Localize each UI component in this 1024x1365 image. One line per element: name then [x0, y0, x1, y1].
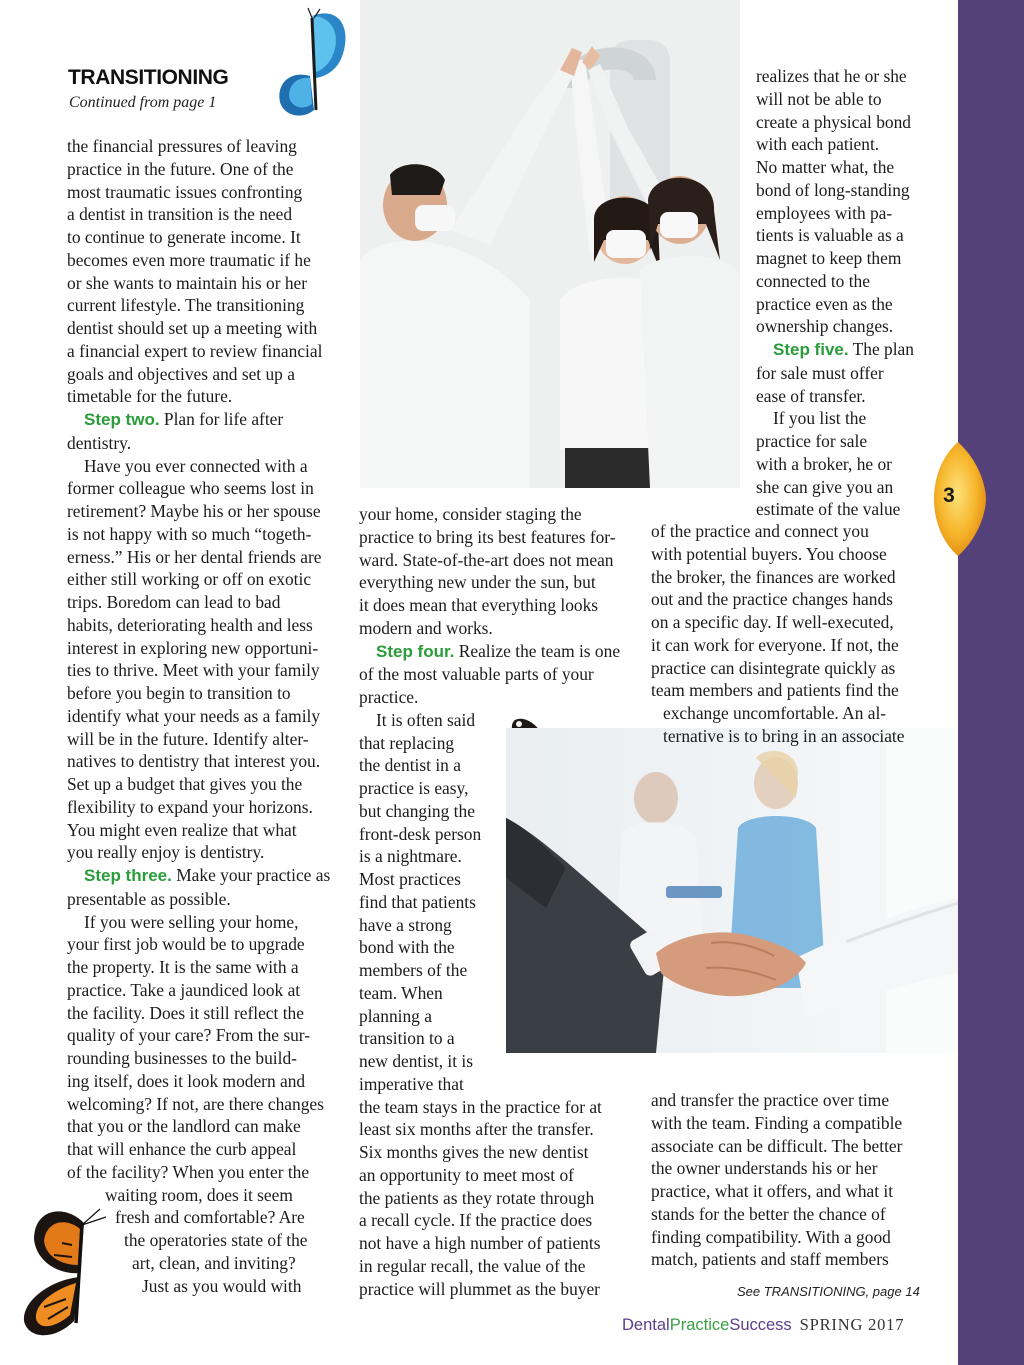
- dental-team-high-five-photo: [360, 0, 740, 488]
- line-text: the financial pressures of leaving: [67, 136, 297, 156]
- text-line: [651, 657, 904, 680]
- text-line: [359, 868, 620, 891]
- text-line: [756, 156, 914, 179]
- line-text: If you were selling your home,: [84, 911, 299, 932]
- line-text: practice.: [359, 687, 419, 707]
- text-line: [756, 179, 914, 202]
- text-line: [359, 1050, 620, 1073]
- continued-note: Continued from page 1: [69, 94, 217, 111]
- text-line: [67, 294, 330, 317]
- line-text: a dentist in transition is the need: [67, 204, 293, 225]
- text-line: [756, 385, 914, 408]
- line-text: or she wants to maintain his or her: [67, 272, 308, 293]
- text-line: [67, 773, 330, 796]
- line-text: she can give you an: [756, 476, 894, 497]
- line-text: Most practices: [359, 869, 461, 889]
- line-text: interest in exploring new opportuni-: [67, 637, 319, 658]
- line-text: Make your practice as: [171, 865, 331, 885]
- line-text: the property. It is the same with a: [67, 957, 299, 977]
- article-column-2: [359, 503, 620, 1300]
- text-line: [67, 385, 330, 408]
- line-text: bond with the: [359, 937, 455, 958]
- line-text: the operatories state of the: [124, 1230, 308, 1250]
- line-text: modern and works.: [359, 617, 493, 638]
- line-text: will not be able to: [756, 88, 882, 109]
- line-text: practice in the future. One of the: [67, 158, 294, 179]
- line-text: Six months gives the new dentist: [359, 1142, 589, 1162]
- text-line: [359, 1255, 620, 1278]
- line-text: Have you ever connected with a: [84, 455, 308, 476]
- line-text: You might even realize that what: [67, 819, 297, 840]
- article-column-3-middle: [651, 520, 904, 748]
- text-line: [756, 111, 914, 134]
- line-text: fresh and comfortable? Are: [115, 1207, 305, 1228]
- line-text: your home, consider staging the: [359, 504, 582, 524]
- line-text: everything new under the sun, but: [359, 572, 596, 593]
- line-text: exchange uncomfortable. An al-: [663, 703, 887, 723]
- text-line: [67, 226, 330, 249]
- text-line: [67, 523, 330, 546]
- line-text: most traumatic issues confronting: [67, 181, 303, 202]
- text-line: [756, 88, 914, 111]
- text-line: [67, 1002, 330, 1025]
- text-line: [67, 979, 330, 1002]
- text-line: [67, 272, 330, 295]
- line-text: Realize the team is one: [454, 640, 621, 661]
- text-line: [67, 1093, 330, 1116]
- text-line: [651, 588, 904, 611]
- text-line: [67, 933, 330, 956]
- text-line: [67, 1229, 330, 1252]
- text-line: [67, 317, 330, 340]
- text-line: [359, 1005, 620, 1028]
- line-text: either still working or off on exotic: [67, 569, 312, 590]
- text-line: [756, 293, 914, 316]
- text-line: [67, 158, 330, 181]
- line-text: tients is valuable as a: [756, 225, 904, 246]
- line-text: timetable for the future.: [67, 386, 233, 407]
- line-text: find that patients: [359, 891, 476, 912]
- text-line: [67, 1206, 330, 1229]
- article-column-1: [67, 135, 330, 1297]
- line-text: but changing the: [359, 800, 475, 821]
- text-line: [756, 498, 914, 521]
- line-text: with potential buyers. You choose: [651, 543, 887, 564]
- text-line: [359, 891, 620, 914]
- line-text: dentist should set up a meeting with: [67, 318, 318, 338]
- text-line: [359, 526, 620, 549]
- text-line: [67, 841, 330, 864]
- text-line: [651, 566, 904, 589]
- text-line: [359, 1164, 620, 1187]
- text-line: [651, 1203, 902, 1226]
- line-text: imperative that: [359, 1073, 464, 1094]
- step-heading: Step five.: [773, 340, 849, 359]
- line-text: not have a high number of patients: [359, 1233, 601, 1253]
- line-text: connected to the: [756, 270, 870, 291]
- line-text: the broker, the finances are worked: [651, 566, 896, 587]
- line-text: realizes that he or she: [756, 66, 907, 86]
- text-line: [359, 709, 620, 732]
- line-text: match, patients and staff members: [651, 1249, 889, 1270]
- line-text: The plan: [848, 339, 914, 359]
- line-text: least six months after the transfer.: [359, 1119, 594, 1140]
- text-line: [67, 796, 330, 819]
- line-text: before you begin to transition to: [67, 683, 291, 703]
- text-line: [359, 823, 620, 846]
- blue-butterfly-icon: [268, 6, 350, 124]
- text-line: [359, 1027, 620, 1050]
- line-text: stands for the better the chance of: [651, 1203, 886, 1224]
- step-heading: Step three.: [84, 866, 172, 885]
- line-text: waiting room, does it seem: [105, 1184, 293, 1205]
- article-column-3-top: [756, 65, 914, 521]
- line-text: the dentist in a: [359, 755, 461, 776]
- line-text: flexibility to expand your horizons.: [67, 796, 313, 817]
- line-text: is not happy with so much “togeth-: [67, 523, 312, 544]
- line-text: for sale must offer: [756, 362, 884, 383]
- article-heading: TRANSITIONING: [68, 66, 229, 89]
- line-text: is a nightmare.: [359, 846, 462, 867]
- text-line: [756, 315, 914, 338]
- line-text: It is often said: [376, 709, 476, 730]
- text-line: [651, 1157, 902, 1180]
- line-text: practice will plummet as the buyer: [359, 1278, 600, 1299]
- line-text: the team stays in the practice for at: [359, 1096, 602, 1117]
- text-line: [756, 133, 914, 156]
- line-text: front-desk person: [359, 823, 482, 844]
- text-line: [359, 1278, 620, 1301]
- text-line: [756, 338, 914, 362]
- text-line: [67, 249, 330, 272]
- text-line: [756, 202, 914, 225]
- line-text: ing itself, does it look modern and: [67, 1070, 306, 1091]
- line-text: that replacing: [359, 732, 455, 753]
- text-line: [359, 982, 620, 1005]
- line-text: bond of long-standing: [756, 179, 910, 200]
- line-text: the facility. Does it still reflect the: [67, 1002, 304, 1023]
- line-text: magnet to keep them: [756, 248, 902, 268]
- text-line: [651, 679, 904, 702]
- text-line: [651, 1135, 902, 1158]
- line-text: finding compatibility. With a good: [651, 1226, 891, 1247]
- line-text: ties to thrive. Meet with your family: [67, 660, 320, 681]
- text-line: [756, 362, 914, 385]
- text-line: [651, 543, 904, 566]
- text-line: [67, 864, 330, 888]
- text-line: [67, 432, 330, 455]
- line-text: a financial expert to review financial: [67, 340, 323, 361]
- line-text: in regular recall, the value of the: [359, 1255, 586, 1276]
- text-line: [651, 1180, 902, 1203]
- text-line: [359, 1073, 620, 1096]
- text-line: [756, 430, 914, 453]
- text-line: [67, 568, 330, 591]
- text-line: [651, 1112, 902, 1135]
- line-text: habits, deteriorating health and less: [67, 614, 313, 635]
- line-text: have a strong: [359, 914, 452, 935]
- text-line: [359, 754, 620, 777]
- line-text: former colleague who seems lost in: [67, 478, 314, 499]
- line-text: trips. Boredom can lead to bad: [67, 592, 281, 612]
- line-text: quality of your care? From the sur-: [67, 1025, 311, 1046]
- text-line: [67, 1047, 330, 1070]
- line-text: the patients as they rotate through: [359, 1187, 595, 1208]
- text-line: [67, 546, 330, 569]
- text-line: [359, 1187, 620, 1210]
- text-line: [67, 956, 330, 979]
- text-line: [359, 732, 620, 755]
- line-text: to continue to generate income. It: [67, 227, 301, 247]
- text-line: [359, 549, 620, 572]
- text-line: [359, 1096, 620, 1119]
- line-text: will be in the future. Identify alter-: [67, 728, 309, 749]
- line-text: current lifestyle. The transitioning: [67, 295, 305, 316]
- text-line: [651, 634, 904, 657]
- line-text: a recall cycle. If the practice does: [359, 1210, 593, 1231]
- text-line: [359, 936, 620, 959]
- line-text: becomes even more traumatic if he: [67, 249, 311, 270]
- issue-season: SPRING 2017: [799, 1315, 905, 1334]
- line-text: practice for sale: [756, 431, 868, 451]
- text-line: [359, 800, 620, 823]
- line-text: identify what your needs as a family: [67, 705, 321, 726]
- text-line: [359, 1118, 620, 1141]
- line-text: ease of transfer.: [756, 385, 866, 406]
- text-line: [359, 686, 620, 709]
- line-text: goals and objectives and set up a: [67, 363, 295, 384]
- line-text: with a broker, he or: [756, 453, 892, 474]
- line-text: Plan for life after: [159, 409, 284, 429]
- line-text: practice. Take a jaundiced look at: [67, 979, 301, 1000]
- text-line: [359, 1141, 620, 1164]
- line-text: it does mean that everything looks: [359, 595, 599, 615]
- line-text: welcoming? If not, are there changes: [67, 1093, 324, 1114]
- line-text: estimate of the value: [756, 499, 901, 520]
- line-text: of the facility? When you enter the: [67, 1161, 310, 1182]
- line-text: practice can disintegrate quickly as: [651, 657, 896, 678]
- line-text: erness.” His or her dental friends are: [67, 546, 322, 567]
- line-text: natives to dentistry that interest you.: [67, 751, 321, 772]
- line-text: it can work for everyone. If not, the: [651, 634, 899, 655]
- line-text: Set up a budget that gives you the: [67, 774, 303, 794]
- line-text: out and the practice changes hands: [651, 589, 893, 610]
- text-line: [651, 725, 904, 748]
- line-text: new dentist, it is: [359, 1051, 473, 1071]
- line-text: practice is easy,: [359, 778, 469, 798]
- text-line: [359, 1209, 620, 1232]
- text-line: [67, 1252, 330, 1275]
- line-text: and transfer the practice over time: [651, 1090, 890, 1110]
- line-text: on a specific day. If well-executed,: [651, 612, 894, 632]
- step-heading: Step four.: [376, 641, 455, 661]
- line-text: your first job would be to upgrade: [67, 934, 305, 955]
- text-line: [67, 203, 330, 226]
- text-line: [67, 1161, 330, 1184]
- text-line: [67, 1275, 330, 1298]
- page-number: 3: [943, 484, 955, 507]
- text-line: [756, 247, 914, 270]
- text-line: [756, 270, 914, 293]
- text-line: [359, 640, 620, 664]
- line-text: retirement? Maybe his or her spouse: [67, 501, 321, 521]
- line-text: you really enjoy is dentistry.: [67, 842, 265, 863]
- text-line: [67, 135, 330, 158]
- text-line: [756, 476, 914, 499]
- line-text: ownership changes.: [756, 316, 894, 337]
- line-text: dentistry.: [67, 432, 132, 453]
- line-text: the owner understands his or her: [651, 1158, 878, 1179]
- line-text: associate can be difficult. The better: [651, 1135, 903, 1156]
- text-line: [67, 455, 330, 478]
- text-line: [67, 500, 330, 523]
- line-text: with each patient.: [756, 134, 880, 155]
- text-line: [651, 702, 904, 725]
- text-line: [756, 453, 914, 476]
- text-line: [756, 224, 914, 247]
- line-text: ternative is to bring in an associate: [663, 725, 905, 746]
- line-text: of the practice and connect you: [651, 521, 869, 541]
- text-line: [359, 1232, 620, 1255]
- publication-footer: [622, 1315, 904, 1335]
- text-line: [67, 340, 330, 363]
- text-line: [67, 591, 330, 614]
- line-text: members of the: [359, 960, 468, 980]
- brand-part-1: Dental: [622, 1316, 670, 1334]
- text-line: [756, 407, 914, 430]
- text-line: [67, 659, 330, 682]
- line-text: that will enhance the curb appeal: [67, 1139, 297, 1159]
- line-text: an opportunity to meet most of: [359, 1164, 574, 1185]
- line-text: practice, what it offers, and what it: [651, 1181, 894, 1201]
- text-line: [359, 777, 620, 800]
- line-text: If you list the: [773, 408, 867, 429]
- line-text: art, clean, and inviting?: [132, 1252, 296, 1273]
- text-line: [756, 65, 914, 88]
- sidebar-band: [958, 0, 1024, 1365]
- text-line: [359, 503, 620, 526]
- text-line: [359, 594, 620, 617]
- text-line: [67, 819, 330, 842]
- line-text: team. When: [359, 982, 443, 1003]
- line-text: that you or the landlord can make: [67, 1116, 301, 1137]
- line-text: rounding businesses to the build-: [67, 1048, 297, 1068]
- text-line: [67, 705, 330, 728]
- continued-on-note: See TRANSITIONING, page 14: [737, 1284, 920, 1299]
- text-line: [651, 1226, 902, 1249]
- text-line: [67, 181, 330, 204]
- line-text: with the team. Finding a compatible: [651, 1112, 903, 1133]
- text-line: [67, 1070, 330, 1093]
- step-heading: Step two.: [84, 410, 160, 429]
- text-line: [67, 888, 330, 911]
- text-line: [67, 1024, 330, 1047]
- line-text: practice even as the: [756, 293, 893, 314]
- text-line: [359, 845, 620, 868]
- text-line: [67, 1184, 330, 1207]
- text-line: [651, 1089, 902, 1112]
- line-text: presentable as possible.: [67, 888, 231, 909]
- text-line: [359, 571, 620, 594]
- line-text: Just as you would with: [142, 1275, 302, 1296]
- text-line: [359, 959, 620, 982]
- line-text: create a physical bond: [756, 111, 911, 132]
- line-text: transition to a: [359, 1028, 455, 1049]
- brand-part-2: Practice: [669, 1316, 730, 1334]
- text-line: [67, 728, 330, 751]
- line-text: practice to bring its best features for-: [359, 526, 616, 547]
- text-line: [651, 520, 904, 543]
- text-line: [67, 637, 330, 660]
- text-line: [67, 614, 330, 637]
- line-text: of the most valuable parts of your: [359, 664, 594, 685]
- line-text: employees with pa-: [756, 202, 893, 223]
- text-line: [67, 408, 330, 432]
- text-line: [359, 617, 620, 640]
- text-line: [651, 611, 904, 634]
- text-line: [67, 1115, 330, 1138]
- line-text: No matter what, the: [756, 157, 895, 177]
- text-line: [67, 750, 330, 773]
- article-column-3-bottom: [651, 1089, 902, 1271]
- text-line: [359, 663, 620, 686]
- text-line: [67, 1138, 330, 1161]
- text-line: [67, 911, 330, 934]
- text-line: [651, 1248, 902, 1271]
- text-line: [67, 363, 330, 386]
- text-line: [67, 477, 330, 500]
- line-text: ward. State-of-the-art does not mean: [359, 549, 614, 570]
- line-text: planning a: [359, 1005, 432, 1026]
- line-text: team members and patients find the: [651, 680, 899, 701]
- text-line: [359, 914, 620, 937]
- brand-part-3: Success: [729, 1316, 792, 1334]
- text-line: [67, 682, 330, 705]
